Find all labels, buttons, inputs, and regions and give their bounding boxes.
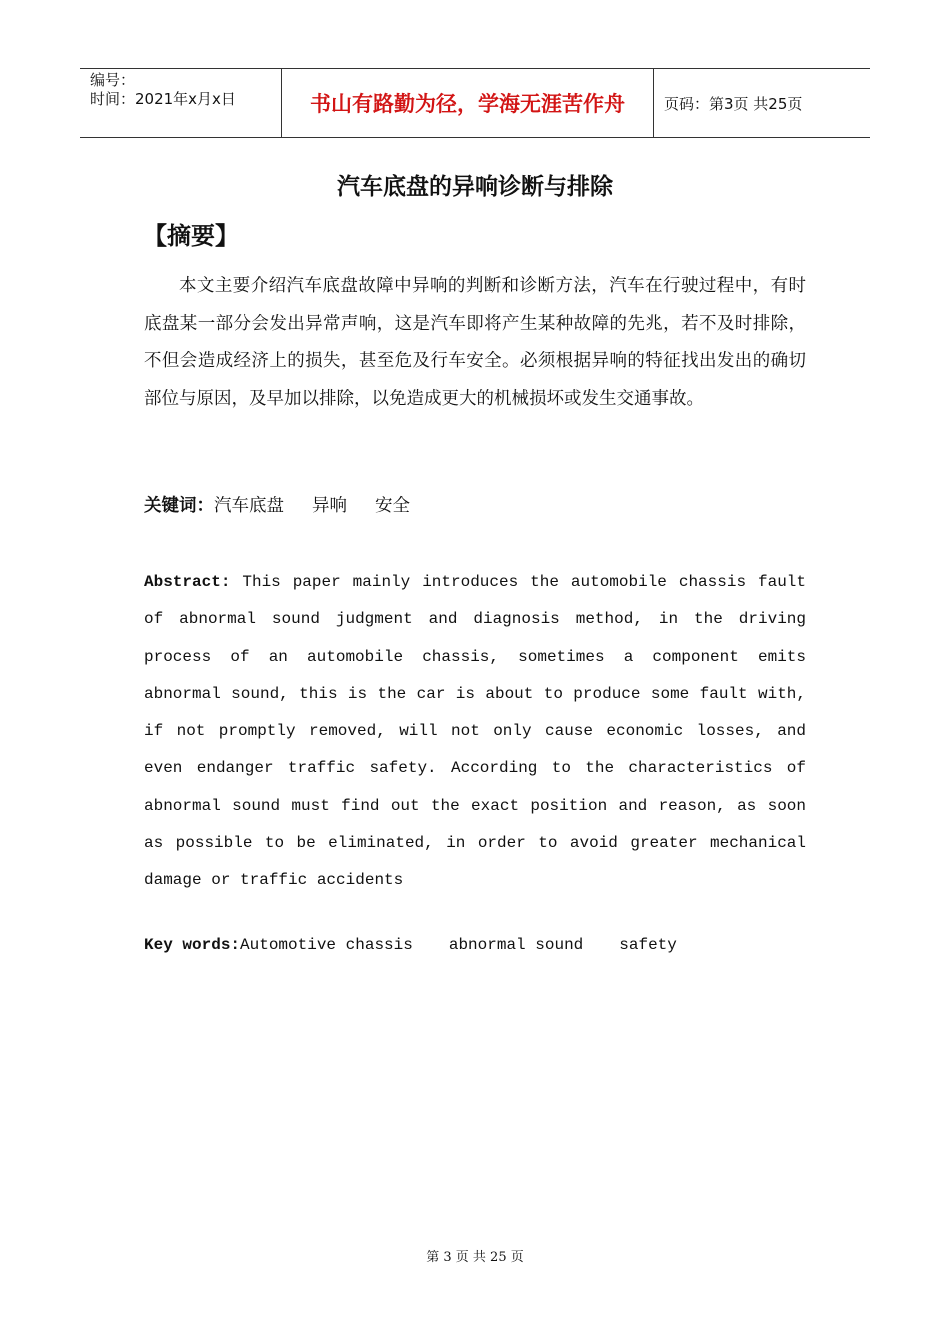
keyword-chinese: 安全 bbox=[375, 496, 410, 516]
keyword-english: Automotive chassis bbox=[240, 936, 413, 954]
document-title: 汽车底盘的异响诊断与排除 bbox=[337, 174, 613, 200]
header-motto-cell bbox=[281, 69, 654, 137]
keywords-chinese-label: 关键词： bbox=[144, 496, 214, 516]
page-header bbox=[80, 68, 870, 138]
document-date: 时间：2021年x月x日 bbox=[90, 90, 236, 108]
page-footer: 第 3 页 共 25 页 bbox=[426, 1250, 524, 1265]
abstract-heading: 【摘要】 bbox=[143, 222, 239, 250]
keyword-english: safety bbox=[619, 936, 677, 954]
keywords-english-label: Key words: bbox=[144, 936, 241, 954]
keyword-chinese: 异响 bbox=[312, 496, 347, 516]
abstract-english bbox=[144, 564, 806, 900]
document-number-label: 编号： bbox=[90, 71, 136, 89]
header-motto: 书山有路勤为径，学海无涯苦作舟 bbox=[310, 92, 625, 116]
keywords-english bbox=[144, 936, 713, 954]
header-page-info-cell bbox=[654, 69, 870, 137]
header-meta bbox=[80, 69, 281, 137]
abstract-chinese: 本文主要介绍汽车底盘故障中异响的判断和诊断方法，汽车在行驶过程中，有时底盘某一部分会发出异常声响，这是汽车即将产生某种故障的先兆，若不及时排除，不但会造成经济上的损失，甚至危及行车安全。必须根据异响的特征找出发出的确切部位与原因，及早加以排除，以免造成更大的机械损坏或发生交通事故。 bbox=[144, 276, 806, 409]
keywords-chinese bbox=[144, 492, 438, 517]
keyword-english: abnormal sound bbox=[448, 936, 584, 954]
header-page-info: 页码：第3页 共25页 bbox=[664, 94, 803, 113]
keyword-chinese: 汽车底盘 bbox=[214, 496, 284, 516]
abstract-english-text: This paper mainly introduces the automobile chassis fault of abnormal sound judgment and diagnosis method, in the driving process of an automobile chassis, sometimes a component emits abnormal sound, this is the car is about to produce some fault with, if not promptly removed, will not only cause economic losses, and even endanger traffic safety. According to the characteristics of abnormal sound must find out the exact position and reason, as soon as possible to be eliminated, in order to avoid greater mechanical damage or traffic accidents bbox=[144, 573, 806, 890]
abstract-english-label: Abstract: bbox=[144, 573, 231, 591]
